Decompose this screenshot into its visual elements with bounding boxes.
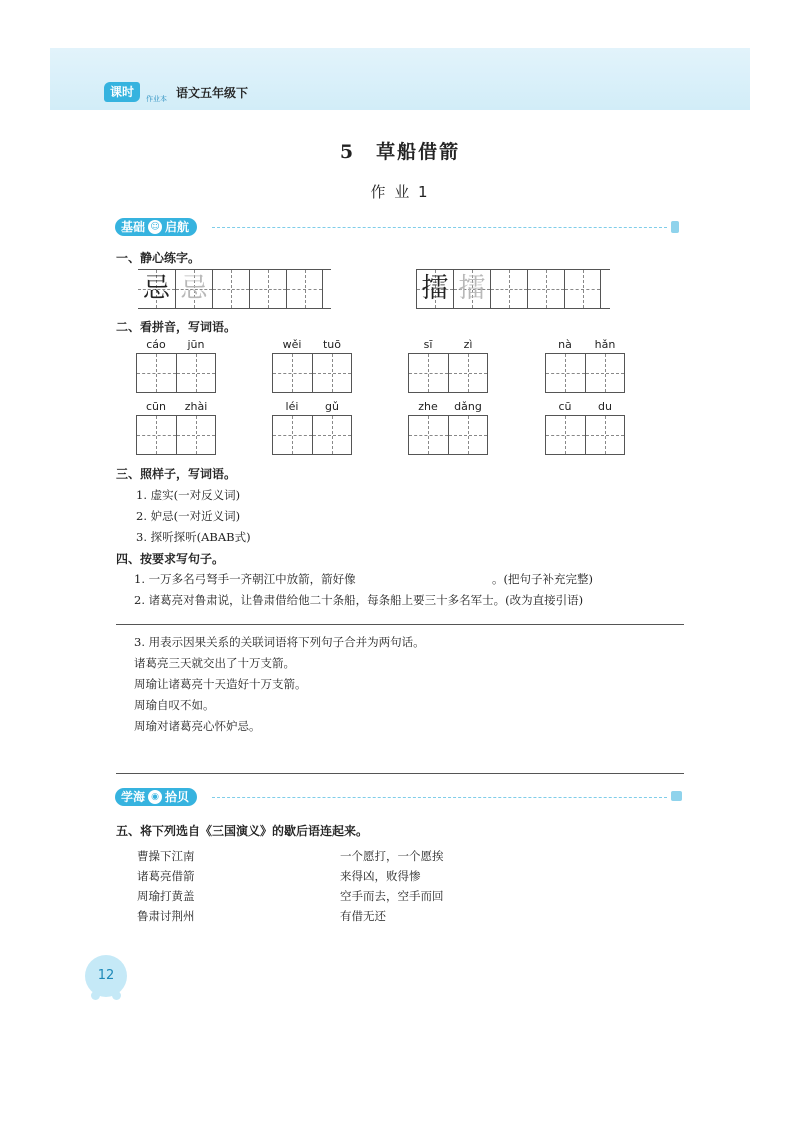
pinyin-label: hǎn	[594, 338, 616, 351]
practice-grid-1	[138, 269, 331, 309]
q4-item-3: 3. 用表示因果关系的关联词语将下列句子合并为两句话。	[134, 635, 425, 649]
answer-box[interactable]	[585, 354, 624, 392]
answer-box[interactable]	[409, 416, 448, 454]
q4-sentence: 诸葛亮三天就交出了十万支箭。	[134, 656, 295, 670]
answer-box[interactable]	[273, 354, 312, 392]
model-char: 擂	[421, 273, 449, 304]
q4-title: 四、按要求写句子。	[116, 552, 225, 566]
char-cell[interactable]	[249, 270, 286, 308]
pinyin-label: dǎng	[454, 400, 482, 413]
q3-title: 三、照样子，写词语。	[116, 467, 237, 481]
char-cell[interactable]	[527, 270, 564, 308]
banner-text-2: 拾贝	[165, 790, 190, 804]
q4-sentence: 周瑜让诸葛亮十天造好十万支箭。	[134, 677, 307, 691]
q5-right-item[interactable]: 有借无还	[340, 909, 386, 923]
answer-box[interactable]	[273, 416, 312, 454]
q3-item-3: 3. 探听探听(ABAB式)	[136, 530, 251, 544]
pinyin-label: zhài	[184, 400, 208, 413]
answer-box[interactable]	[585, 416, 624, 454]
pinyin-label: du	[598, 400, 612, 413]
header-subject: 语文五年级下	[176, 86, 249, 100]
answer-box[interactable]	[448, 416, 487, 454]
pinyin-label: cū	[558, 400, 572, 413]
banner-text-1: 学海	[121, 790, 146, 804]
q5-right-item[interactable]: 空手而去，空手而回	[340, 889, 444, 903]
pinyin-label: tuō	[322, 338, 341, 351]
pinyin-label: sī	[423, 338, 433, 351]
answer-box[interactable]	[137, 354, 176, 392]
pinyin-label: nà	[558, 338, 572, 351]
brand-logo: 课时	[104, 82, 140, 102]
q5-left-item[interactable]: 曹操下江南	[137, 849, 195, 863]
shell-icon: ◉	[148, 790, 162, 804]
banner-text-2: 启航	[165, 220, 190, 234]
pinyin-label: cūn	[146, 400, 166, 413]
q4-sentence: 周瑜对诸葛亮心怀妒忌。	[134, 719, 261, 733]
char-cell[interactable]	[212, 270, 249, 308]
q4-item-1-hint: 。(把句子补充完整)	[492, 572, 593, 586]
q3-item-1: 1. 虚实(一对反义词)	[136, 488, 241, 502]
book-icon	[671, 791, 682, 801]
char-cell[interactable]	[490, 270, 527, 308]
char-cell	[453, 270, 490, 308]
trace-char: 忌	[180, 273, 208, 304]
pinyin-label: zhe	[418, 400, 438, 413]
section-banner-basic	[115, 218, 197, 236]
q5-title: 五、将下列选自《三国演义》的歇后语连起来。	[116, 824, 369, 838]
answer-line[interactable]	[116, 773, 684, 774]
lesson-subtitle: 作 业 1	[370, 183, 430, 201]
answer-line[interactable]	[116, 624, 684, 625]
answer-box[interactable]	[409, 354, 448, 392]
banner-pill	[115, 788, 197, 806]
q5-left-item[interactable]: 周瑜打黄盖	[137, 889, 195, 903]
brand-sub: 作业本	[146, 95, 167, 103]
q5-right-item[interactable]: 来得凶，败得惨	[340, 869, 421, 883]
banner-divider	[212, 227, 667, 228]
trace-char: 擂	[458, 273, 486, 304]
char-cell	[416, 270, 453, 308]
lighthouse-icon	[671, 221, 679, 233]
q4-sentence: 周瑜自叹不如。	[134, 698, 215, 712]
banner-text-1: 基础	[121, 220, 146, 234]
smile-icon: ☺	[148, 220, 162, 234]
char-cell	[138, 270, 175, 308]
model-char: 忌	[143, 273, 170, 304]
pinyin-label: cáo	[146, 338, 166, 351]
section-banner-explore	[115, 788, 197, 806]
q5-left-item[interactable]: 诸葛亮借箭	[137, 869, 195, 883]
answer-box[interactable]	[546, 354, 585, 392]
answer-box[interactable]	[312, 354, 351, 392]
answer-box[interactable]	[176, 416, 215, 454]
pinyin-label: wěi	[282, 338, 302, 351]
q3-item-2: 2. 妒忌(一对近义词)	[136, 509, 241, 523]
q2-title: 二、看拼音，写词语。	[116, 320, 237, 334]
char-cell	[175, 270, 212, 308]
char-cell[interactable]	[564, 270, 601, 308]
q4-item-1: 1. 一万多名弓弩手一齐朝江中放箭，箭好像	[134, 572, 356, 586]
char-cell[interactable]	[286, 270, 323, 308]
answer-box[interactable]	[448, 354, 487, 392]
pinyin-label: léi	[285, 400, 299, 413]
banner-divider	[212, 797, 667, 798]
pinyin-label: jūn	[187, 338, 205, 351]
answer-box[interactable]	[137, 416, 176, 454]
pinyin-label: zì	[463, 338, 473, 351]
q1-title: 一、静心练字。	[116, 251, 201, 265]
page-number: 12	[85, 955, 127, 997]
answer-box[interactable]	[546, 416, 585, 454]
answer-box[interactable]	[312, 416, 351, 454]
q5-left-item[interactable]: 鲁肃讨荆州	[137, 909, 195, 923]
banner-pill	[115, 218, 197, 236]
practice-grid-2	[416, 269, 610, 309]
pinyin-label: gǔ	[325, 400, 339, 413]
lesson-title: 5 草船借箭	[339, 141, 461, 163]
answer-box[interactable]	[176, 354, 215, 392]
q4-item-2: 2. 诸葛亮对鲁肃说，让鲁肃借给他二十条船，每条船上要三十多名军士。(改为直接引语)	[134, 593, 584, 607]
q5-right-item[interactable]: 一个愿打，一个愿挨	[340, 849, 444, 863]
